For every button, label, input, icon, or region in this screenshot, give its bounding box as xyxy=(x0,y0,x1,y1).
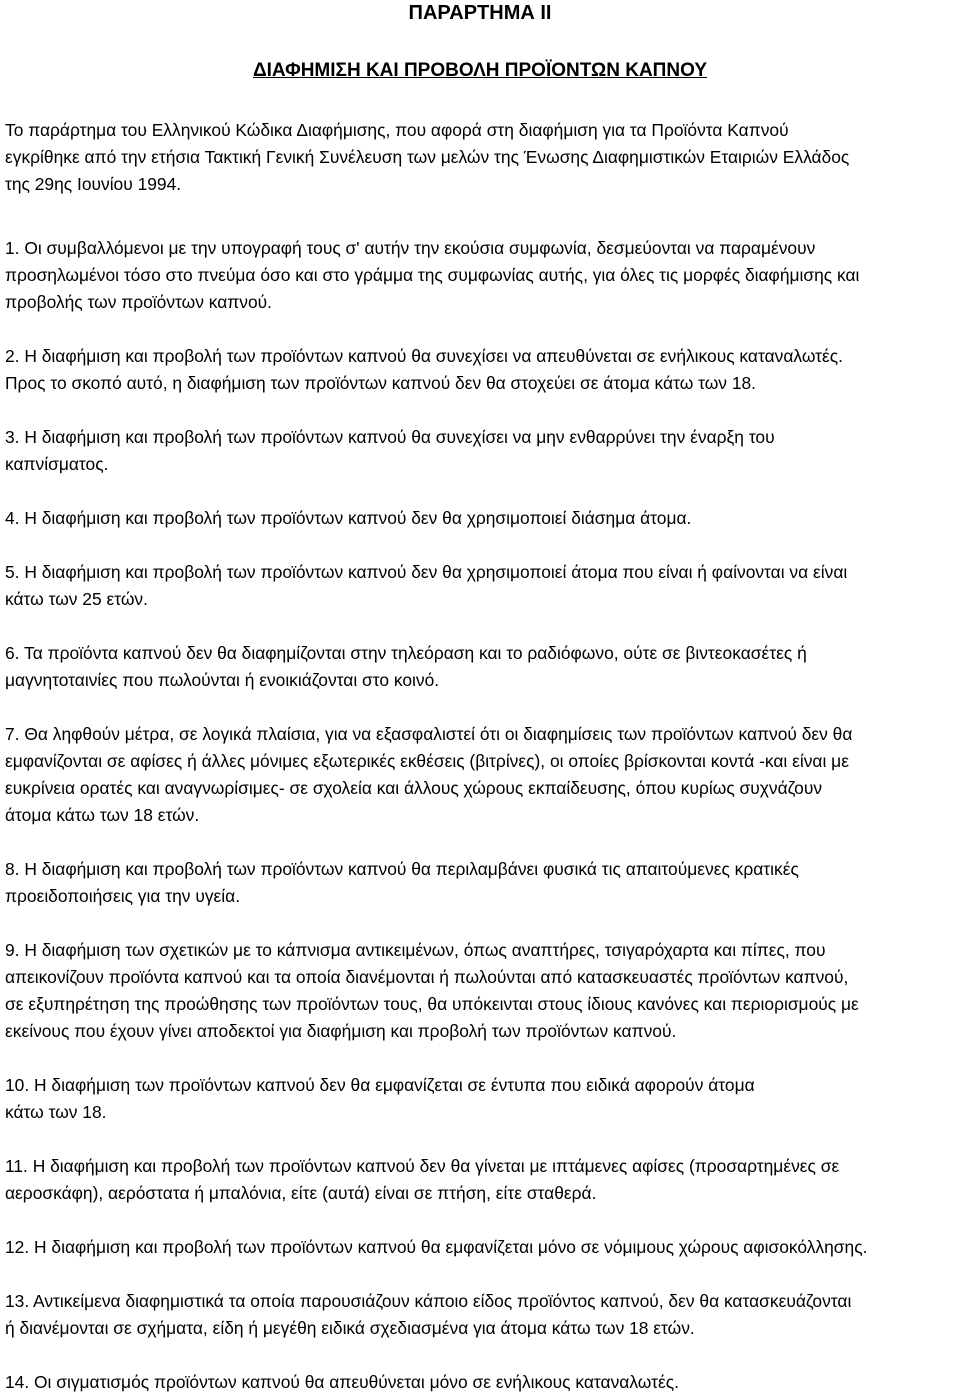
intro-line: Το παράρτημα του Ελληνικού Κώδικα Διαφήμισης, που αφορά στη διαφήμιση για τα Προϊόντα Καπνού xyxy=(5,120,789,140)
rule-line: 3. Η διαφήμιση και προβολή των προϊόντων καπνού θα συνεχίσει να μην ενθαρρύνει την έναρξη του xyxy=(5,427,775,447)
rule-line: 1. Οι συμβαλλόμενοι με την υπογραφή τους σ' αυτήν την εκούσια συμφωνία, δεσμεύονται να παραμένουν xyxy=(5,238,816,258)
rule-line: 8. Η διαφήμιση και προβολή των προϊόντων καπνού θα περιλαμβάνει φυσικά τις απαιτούμενες κρατικές xyxy=(5,859,799,879)
rule-paragraph-12 xyxy=(5,1234,955,1261)
rule-line: 5. Η διαφήμιση και προβολή των προϊόντων καπνού δεν θα χρησιμοποιεί άτομα που είναι ή φαίνονται να είναι xyxy=(5,562,848,582)
rule-line: προβολής των προϊόντων καπνού. xyxy=(5,292,272,312)
rule-paragraph-10 xyxy=(5,1072,955,1126)
rule-line: 2. Η διαφήμιση και προβολή των προϊόντων καπνού θα συνεχίσει να απευθύνεται σε ενήλικους καταναλωτές. xyxy=(5,346,843,366)
rule-line: 7. Θα ληφθούν μέτρα, σε λογικά πλαίσια, για να εξασφαλιστεί ότι οι διαφημίσεις των προϊόντων καπνού δεν θα xyxy=(5,724,853,744)
rule-line: προσηλωμένοι τόσο στο πνεύμα όσο και στο γράμμα της συμφωνίας αυτής, για όλες τις μορφές διαφήμισης και xyxy=(5,265,860,285)
rule-line: αεροσκάφη), αερόστατα ή μπαλόνια, είτε (αυτά) είναι σε πτήση, είτε σταθερά. xyxy=(5,1183,597,1203)
rule-line: 12. Η διαφήμιση και προβολή των προϊόντων καπνού θα εμφανίζεται μόνο σε νόμιμους χώρους αφισοκόλλησης. xyxy=(5,1237,868,1257)
rule-line: 10. Η διαφήμιση των προϊόντων καπνού δεν θα εμφανίζεται σε έντυπα που ειδικά αφορούν άτομα xyxy=(5,1075,755,1095)
rule-paragraph-1 xyxy=(5,235,955,316)
rule-line: εμφανίζονται σε αφίσες ή άλλες μόνιμες εξωτερικές εκθέσεις (βιτρίνες), οι οποίες βρίσκονται κοντά -και είναι με xyxy=(5,751,849,771)
rule-paragraph-13 xyxy=(5,1288,955,1342)
document-page xyxy=(5,0,955,1396)
rule-line: απεικονίζουν προϊόντα καπνού και τα οποία διανέμονται ή πωλούνται από κατασκευαστές προϊόντων καπνού, xyxy=(5,967,849,987)
intro-line: εγκρίθηκε από την ετήσια Τακτική Γενική Συνέλευση των μελών της Ένωσης Διαφημιστικών Εταιριών Ελλάδος xyxy=(5,147,850,167)
rule-line: ή διανέμονται σε σχήματα, είδη ή μεγέθη ειδικά σχεδιασμένα για άτομα κάτω των 18 ετών. xyxy=(5,1318,695,1338)
intro-paragraph xyxy=(5,117,955,198)
intro-line: της 29ης Ιουνίου 1994. xyxy=(5,174,182,194)
rule-paragraph-9 xyxy=(5,937,955,1045)
rule-line: σε εξυπηρέτηση της προώθησης των προϊόντων τους, θα υπόκεινται στους ίδιους κανόνες και περιορισμούς με xyxy=(5,994,859,1014)
rule-line: 11. Η διαφήμιση και προβολή των προϊόντων καπνού δεν θα γίνεται με ιπτάμενες αφίσες (προσαρτημένες σε xyxy=(5,1156,840,1176)
rule-paragraph-2 xyxy=(5,343,955,397)
rule-paragraph-5 xyxy=(5,559,955,613)
rule-line: κάτω των 25 ετών. xyxy=(5,589,148,609)
rule-line: Προς το σκοπό αυτό, η διαφήμιση των προϊόντων καπνού δεν θα στοχεύει σε άτομα κάτω των 18. xyxy=(5,373,757,393)
rule-line: εκείνους που έχουν γίνει αποδεκτοί για διαφήμιση και προβολή των προϊόντων καπνού. xyxy=(5,1021,677,1041)
rule-paragraph-3 xyxy=(5,424,955,478)
rule-line: 4. Η διαφήμιση και προβολή των προϊόντων καπνού δεν θα χρησιμοποιεί διάσημα άτομα. xyxy=(5,508,692,528)
rule-paragraph-4 xyxy=(5,505,955,532)
rule-line: άτομα κάτω των 18 ετών. xyxy=(5,805,200,825)
rule-paragraph-14 xyxy=(5,1369,955,1396)
rules-list xyxy=(5,235,955,1396)
rule-line: ευκρίνεια ορατές και αναγνωρίσιμες- σε σχολεία και άλλους χώρους εκπαίδευσης, όπου κυρίως συχνάζουν xyxy=(5,778,823,798)
rule-line: προειδοποιήσεις για την υγεία. xyxy=(5,886,241,906)
rule-paragraph-7 xyxy=(5,721,955,829)
rule-line: 13. Αντικείμενα διαφημιστικά τα οποία παρουσιάζουν κάποιο είδος προϊόντος καπνού, δεν θα κατασκευάζονται xyxy=(5,1291,852,1311)
rule-line: κάτω των 18. xyxy=(5,1102,107,1122)
rule-line: μαγνητοταινίες που πωλούνται ή ενοικιάζονται στο κοινό. xyxy=(5,670,440,690)
document-title: ΠΑΡΑΡΤΗΜΑ ΙΙ xyxy=(408,2,552,24)
document-subtitle: ΔΙΑΦΗΜΙΣΗ ΚΑΙ ΠΡΟΒΟΛΗ ΠΡΟΪΟΝΤΩΝ ΚΑΠΝΟΥ xyxy=(252,60,708,81)
rule-line: 9. Η διαφήμιση των σχετικών με το κάπνισμα αντικειμένων, όπως αναπτήρες, τσιγαρόχαρτα και πίπες, που xyxy=(5,940,826,960)
rule-line: 6. Τα προϊόντα καπνού δεν θα διαφημίζονται στην τηλεόραση και το ραδιόφωνο, ούτε σε βιντεοκασέτες ή xyxy=(5,643,807,663)
rule-paragraph-8 xyxy=(5,856,955,910)
rule-paragraph-6 xyxy=(5,640,955,694)
rule-line: καπνίσματος. xyxy=(5,454,109,474)
rule-paragraph-11 xyxy=(5,1153,955,1207)
rule-line: 14. Οι σιγματισμός προϊόντων καπνού θα απευθύνεται μόνο σε ενήλικους καταναλωτές. xyxy=(5,1372,679,1392)
